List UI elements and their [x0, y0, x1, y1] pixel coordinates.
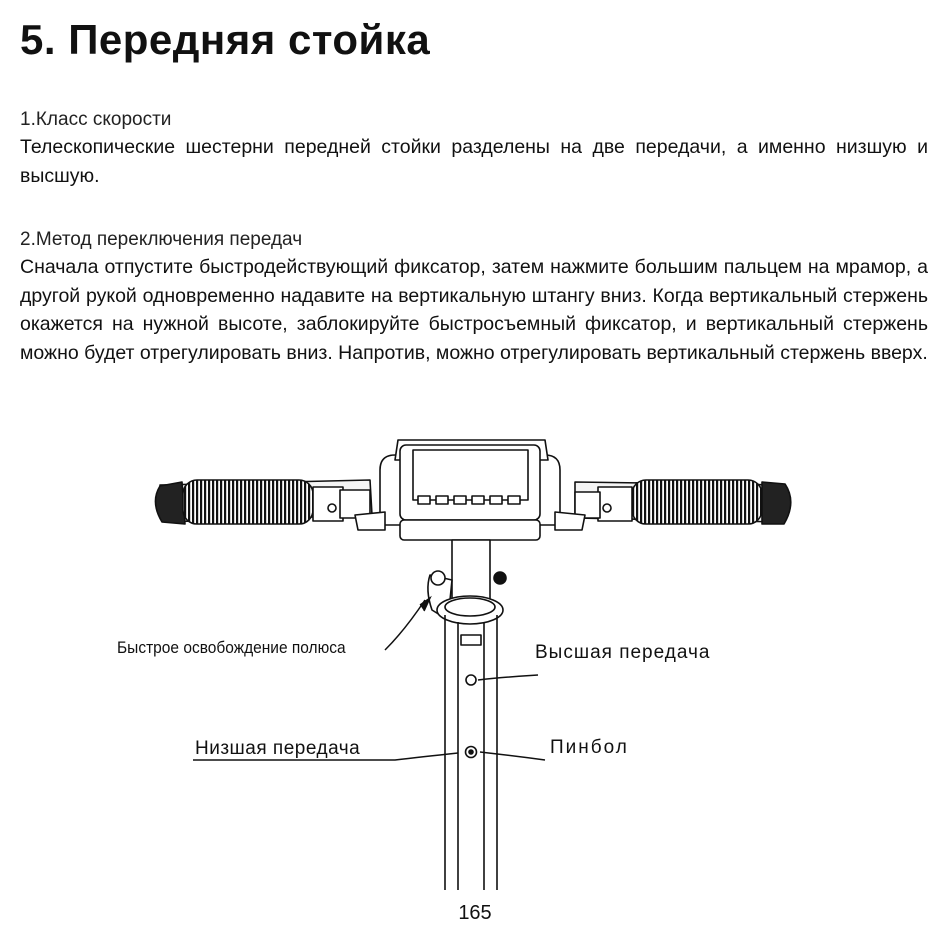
section-speed-class	[20, 106, 928, 190]
section-body: Сначала отпустите быстродействующий фиксатор, затем нажмите большим пальцем на мрамор, а другой рукой одновременно надавите на вертикальную штангу вниз. Когда вертикальный стержень окажется на нужной высоте, заблокируйте быстросъемный фиксатор, и вертикальный стержень можно будет отрегулировать вниз. Напротив, можно отрегулировать вертикальный стержень вверх.	[20, 256, 928, 364]
handlebar-illustration	[0, 430, 950, 890]
section-heading: 1.Класс скорости	[20, 109, 172, 130]
callout-high-gear: Высшая передача	[535, 642, 711, 663]
callout-pinball: Пинбол	[550, 737, 629, 758]
page-title: 5. Передняя стойка	[20, 16, 431, 63]
scooter-stem-diagram	[0, 430, 950, 890]
page-number: 165	[458, 902, 492, 924]
callout-quick-release: Быстрое освобождение полюса	[117, 639, 346, 658]
callout-low-gear: Низшая передача	[195, 738, 361, 759]
section-body: Телескопические шестерни передней стойки разделены на две передачи, а именно низшую и высшую.	[20, 136, 928, 187]
section-heading: 2.Метод переключения передач	[20, 229, 303, 250]
section-gear-shift-method	[20, 226, 928, 367]
